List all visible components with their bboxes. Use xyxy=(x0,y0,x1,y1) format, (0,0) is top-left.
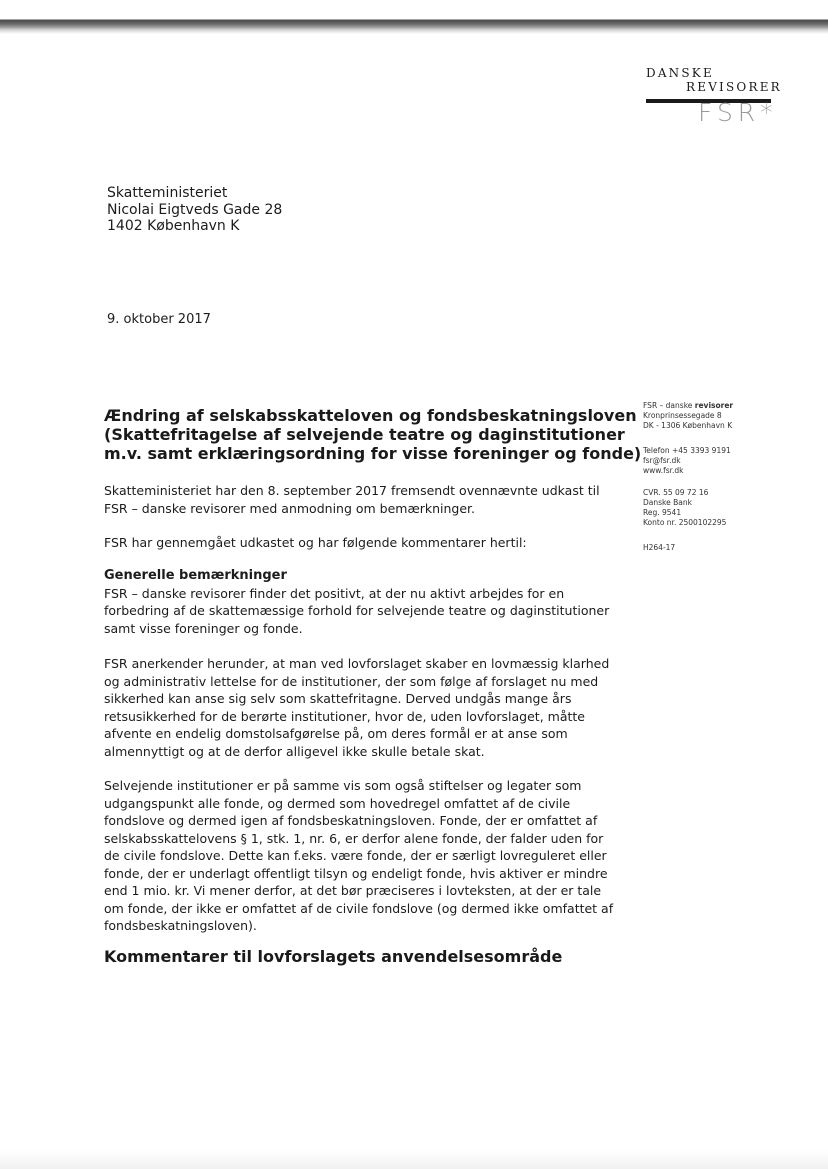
sidebar-city: DK - 1306 København K xyxy=(643,421,733,430)
text-line: de civile fondslove. Dette kan f.eks. være fonde, der er særligt lovreguleret eller xyxy=(104,848,607,863)
sidebar-bank-name: Danske Bank xyxy=(643,498,692,507)
scan-top-edge xyxy=(0,0,828,34)
text-line: FSR har gennemgået udkastet og har følgende kommentarer hertil: xyxy=(104,535,527,550)
recipient-address xyxy=(107,185,282,235)
text-line: FSR – danske revisorer finder det positivt, at der nu aktivt arbejdes for en xyxy=(104,585,565,601)
logo-text-revisorer: REVISORER xyxy=(686,80,782,94)
text-line: afvente en endelig domstolsafgørelse på, om deres formål er at anse som xyxy=(104,726,568,741)
sidebar-org-bold: revisorer xyxy=(694,401,734,410)
text-line: Skatteministeriet har den 8. september 2017 fremsendt ovennævnte udkast til xyxy=(104,483,600,498)
title-line: m.v. samt erklæringsordning for visse foreninger og fonde) xyxy=(104,444,642,463)
sidebar-cvr: CVR. 55 09 72 16 xyxy=(643,488,709,497)
text-line: samt visse foreninger og fonde. xyxy=(104,620,303,636)
text-line: FSR – danske revisorer med anmodning om bemærkninger. xyxy=(104,500,476,516)
title-line: Ændring af selskabsskatteloven og fondsbeskatningsloven xyxy=(104,406,637,425)
text-line: selskabsskattelovens § 1, stk. 1, nr. 6, er derfor alene fonde, der falder uden for xyxy=(104,830,604,846)
sidebar-email: fsr@fsr.dk xyxy=(643,456,681,465)
text-line: fondsbeskatningsloven). xyxy=(104,918,257,933)
intro-paragraph-2 xyxy=(104,534,604,552)
sidebar-org xyxy=(643,401,733,411)
logo-fsr-mark: FSR* xyxy=(698,98,778,127)
text-line: almennyttigt og at de derfor alligevel ikke skulle betale skat. xyxy=(104,743,485,759)
sidebar-ref: H264-17 xyxy=(643,543,676,552)
sidebar-org-prefix: FSR – danske xyxy=(643,401,695,410)
general-section xyxy=(104,567,610,637)
letter-date: 9. oktober 2017 xyxy=(107,312,211,327)
section-heading-general: Generelle bemærkninger xyxy=(104,568,287,583)
text-line: Selvejende institutioner er på samme vis som også stiftelser og legater som xyxy=(104,778,582,793)
recipient-name: Skatteministeriet xyxy=(107,185,228,201)
general-paragraph-2 xyxy=(104,655,610,760)
text-line: sikkerhed kan anse sig selv som skattefritagne. Derved undgås mange års xyxy=(104,691,572,706)
recipient-city: 1402 København K xyxy=(107,218,240,234)
logo-text-danske: DANSKE xyxy=(646,66,714,80)
letter-title xyxy=(104,406,642,463)
text-line: forbedring af de skattemæssige forhold for selvejende teatre og daginstitutioner xyxy=(104,603,610,618)
general-paragraph-3 xyxy=(104,777,614,935)
sidebar-bank xyxy=(643,488,726,528)
text-line: og administrativ lettelse for de institutioner, der som følge af forslaget nu med xyxy=(104,673,599,689)
recipient-street: Nicolai Eigtveds Gade 28 xyxy=(107,201,283,218)
text-line: om fonde, der ikke er omfattet af de civile fondslove (og dermed ikke omfattet af xyxy=(104,900,614,916)
text-line: end 1 mio. kr. Vi mener derfor, at det bør præciseres i lovteksten, at der er tale xyxy=(104,883,602,898)
text-line: FSR anerkender herunder, at man ved lovforslaget skaber en lovmæssig klarhed xyxy=(104,656,610,671)
section-heading-scope: Kommentarer til lovforslagets anvendelsesområde xyxy=(104,947,563,966)
title-line: (Skattefritagelse af selvejende teatre og daginstitutioner xyxy=(104,425,625,444)
sidebar-address xyxy=(643,401,733,431)
sidebar-reg: Reg. 9541 xyxy=(643,508,682,517)
intro-paragraph-1 xyxy=(104,482,604,517)
text-line: udgangspunkt alle fonde, og dermed som hovedregel omfattet af de civile xyxy=(104,795,571,811)
text-line: retsusikkerhed for de berørte institutioner, hvor de, uden lovforslaget, måtte xyxy=(104,708,585,724)
sidebar-phone: Telefon +45 3393 9191 xyxy=(643,446,731,455)
sidebar-contact xyxy=(643,446,731,476)
sidebar-street: Kronprinsessegade 8 xyxy=(643,411,722,420)
sidebar-account: Konto nr. 2500102295 xyxy=(643,518,727,527)
text-line: fondslove og dermed igen af fondsbeskatningsloven. Fonde, der er omfattet af xyxy=(104,813,598,828)
sidebar-web: www.fsr.dk xyxy=(643,466,684,475)
text-line: fonde, der er underlagt offentligt tilsyn og endeligt fonde, hvis aktiver er mindre xyxy=(104,865,608,881)
sidebar-reference xyxy=(643,543,675,553)
scan-bottom-edge xyxy=(0,1150,828,1169)
